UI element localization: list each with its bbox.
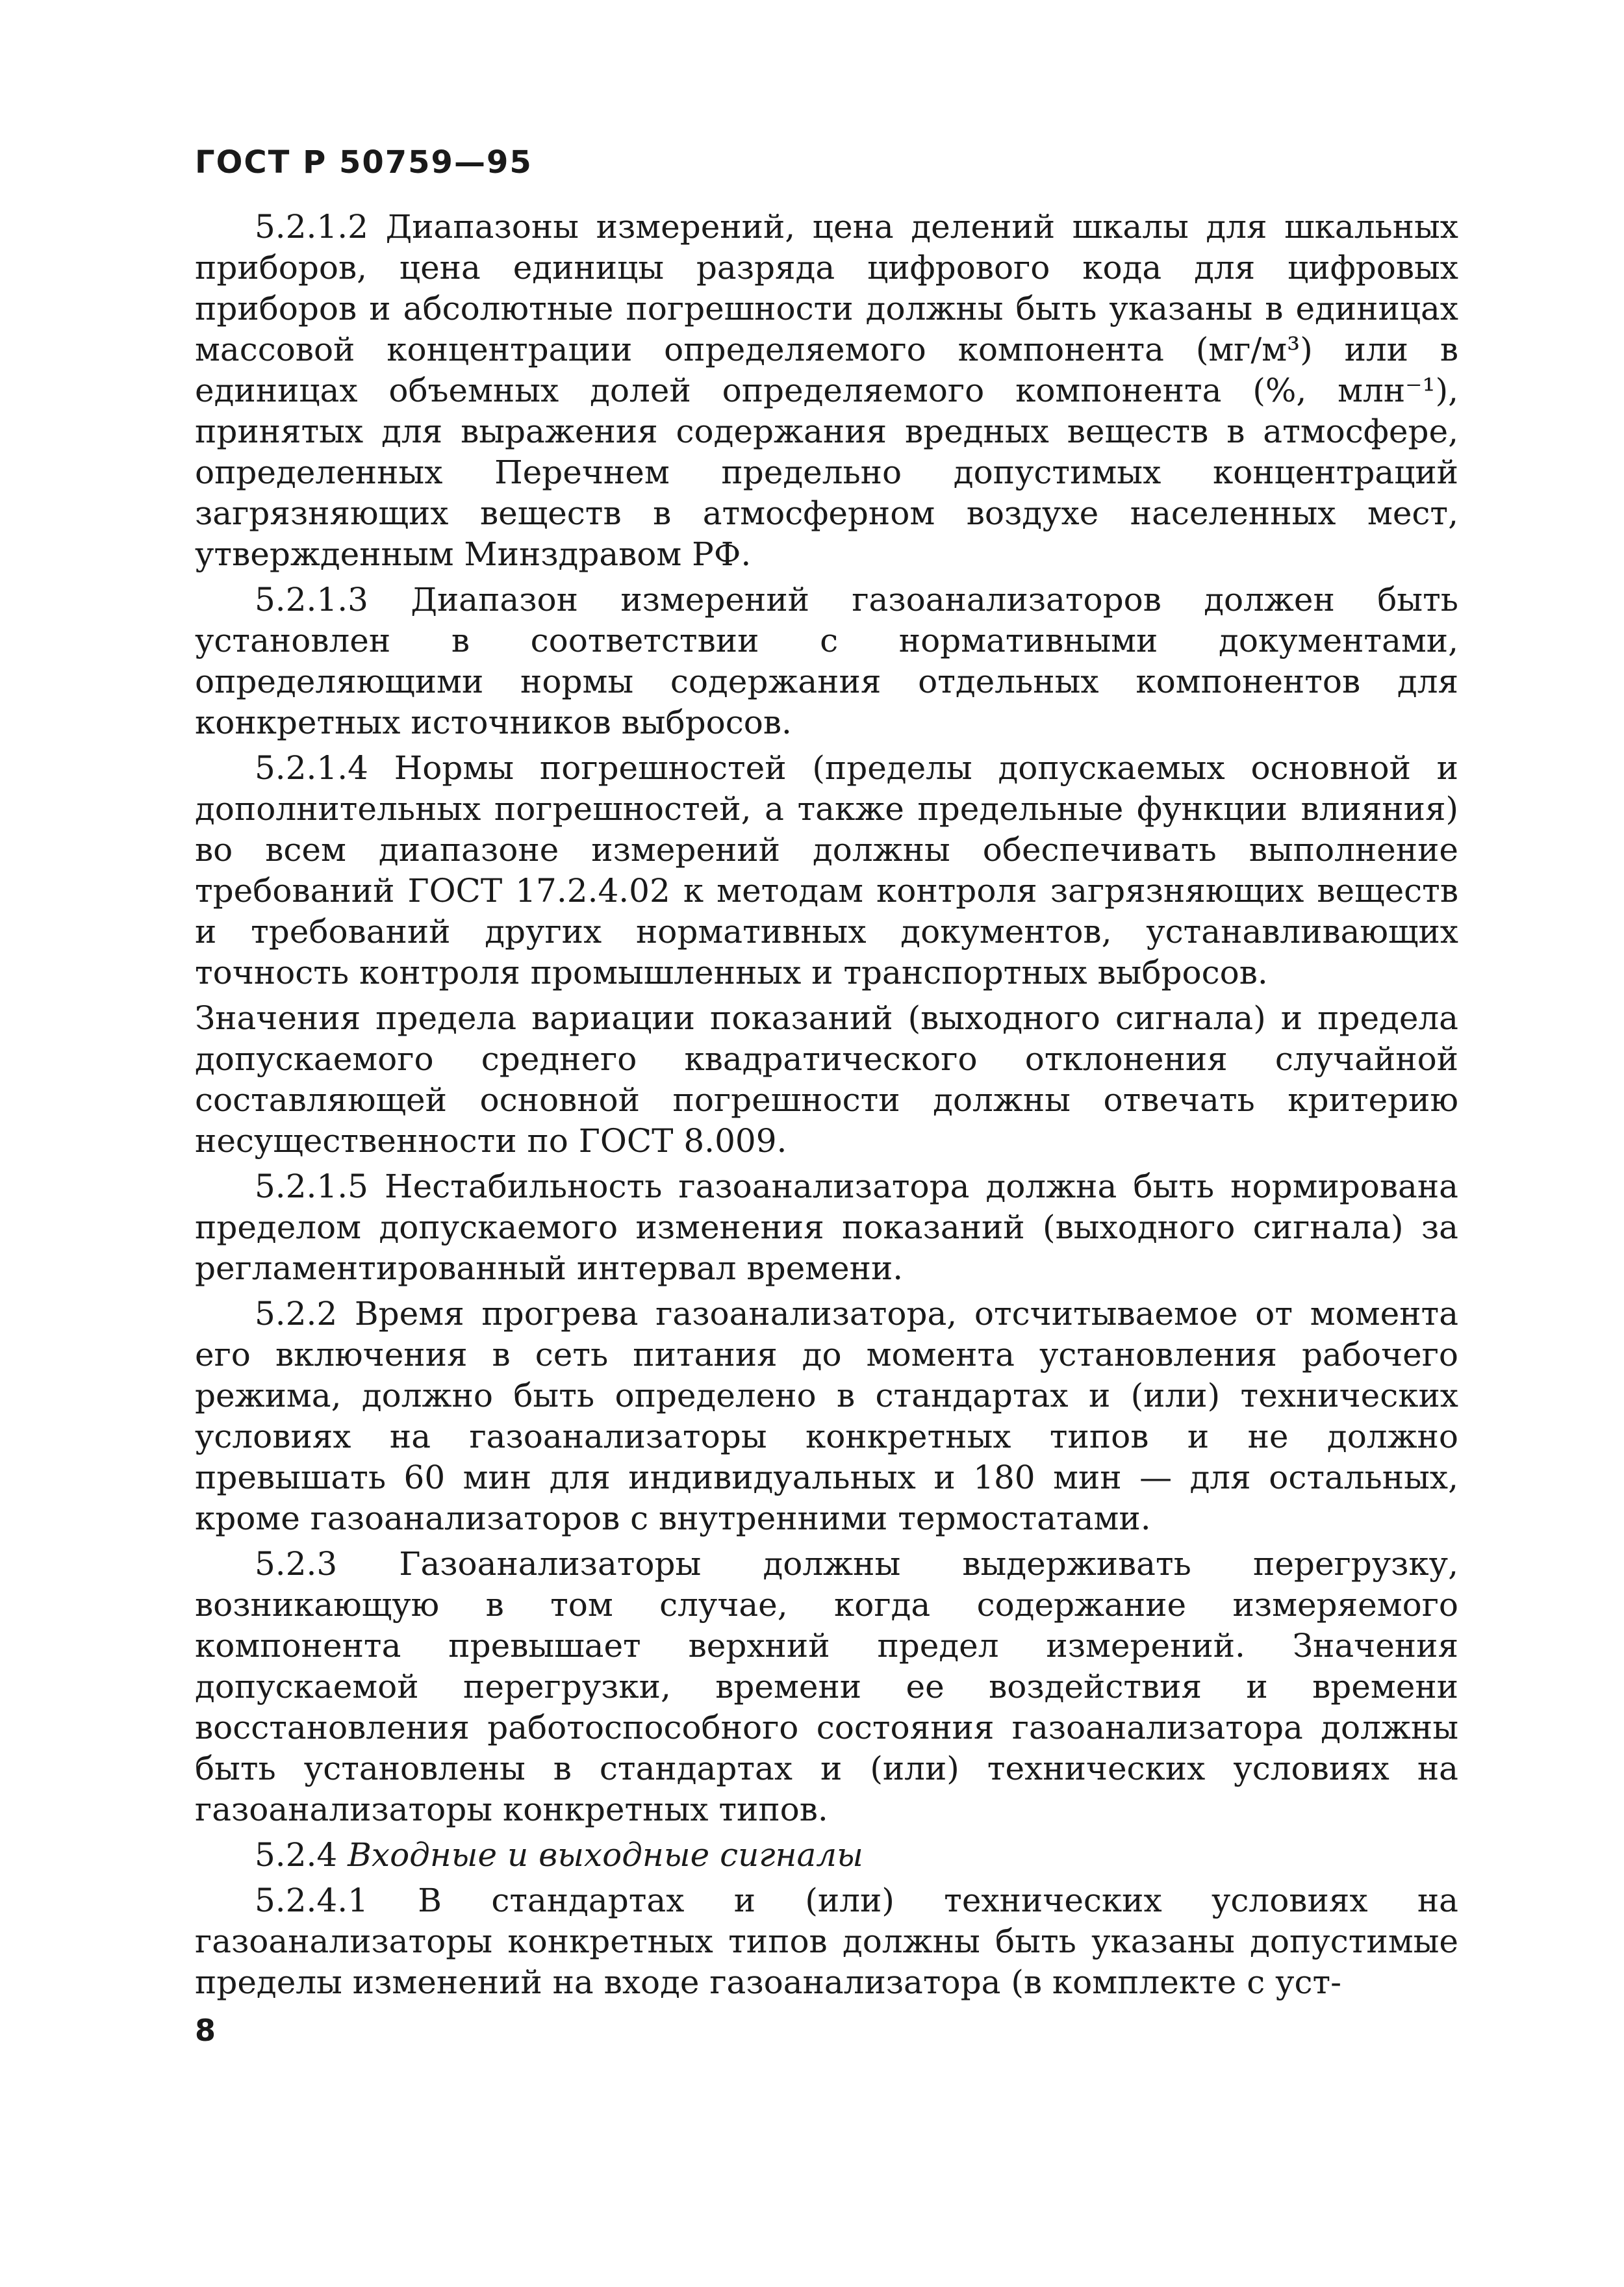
section-number: 5.2.4: [255, 1836, 338, 1874]
section-title: Входные и выходные сигналы: [348, 1836, 863, 1874]
section-heading-5-2-4: [195, 1835, 1458, 1876]
document-header: ГОСТ Р 50759—95: [195, 144, 533, 181]
paragraph-5-2-1-4-continued: Значения предела вариации показаний (выходного сигнала) и предела допускаемого среднего квадратического отклонения случайной составляющей основной погрешности должны отвечать критерию несущественности по ГОСТ 8.009.: [195, 999, 1458, 1160]
paragraph-5-2-1-3: 5.2.1.3 Диапазон измерений газоанализаторов должен быть установлен в соответствии с нормативными документами, определяющими нормы содержания отдельных компонентов для конкретных источников выбросов.: [195, 581, 1458, 741]
page-number: 8: [195, 2013, 216, 2048]
paragraph-5-2-3: 5.2.3 Газоанализаторы должны выдерживать перегрузку, возникающую в том случае, когда содержание измеряемого компонента превышает верхний предел измерений. Значения допускаемой перегрузки, времени ее воздействия и времени восстановления работоспособного состояния газоанализатора должны быть установлены в стандартах и (или) технических условиях на газоанализаторы конкретных типов.: [195, 1545, 1458, 1828]
paragraph-5-2-1-4: 5.2.1.4 Нормы погрешностей (пределы допускаемых основной и дополнительных погрешностей, а также предельные функции влияния) во всем диапазоне измерений должны обеспечивать выполнение требований ГОСТ 17.2.4.02 к методам контроля загрязняющих веществ и требований других нормативных документов, устанавливающих точность контроля промышленных и транспортных выбросов.: [195, 749, 1458, 991]
paragraph-5-2-1-5: 5.2.1.5 Нестабильность газоанализатора должна быть нормирована пределом допускаемого изменения показаний (выходного сигнала) за регламентированный интервал времени.: [195, 1168, 1458, 1287]
paragraph-5-2-2: 5.2.2 Время прогрева газоанализатора, отсчитываемое от момента его включения в сеть питания до момента установления рабочего режима, должно быть определено в стандартах и (или) технических условиях на газоанализаторы конкретных типов и не должно превышать 60 мин для индивидуальных и 180 мин — для остальных, кроме газоанализаторов с внутренними термостатами.: [195, 1295, 1458, 1537]
paragraph-5-2-1-2: 5.2.1.2 Диапазоны измерений, цена делений шкалы для шкальных приборов, цена единицы разряда цифрового кода для цифровых приборов и абсолютные погрешности должны быть указаны в единицах массовой концентрации определяемого компонента (мг/м³) или в единицах объемных долей определяемого компонента (%, млн⁻¹), принятых для выражения содержания вредных веществ в атмосфере, определенных Перечнем предельно допустимых концентраций загрязняющих веществ в атмосферном воздухе населенных мест, утвержденным Минздравом РФ.: [195, 208, 1458, 573]
document-body: [195, 207, 1458, 2008]
paragraph-5-2-4-1: 5.2.4.1 В стандартах и (или) технических условиях на газоанализаторы конкретных типов должны быть указаны допустимые пределы изменений на входе газоанализатора (в комплекте с уст-: [195, 1882, 1458, 2001]
